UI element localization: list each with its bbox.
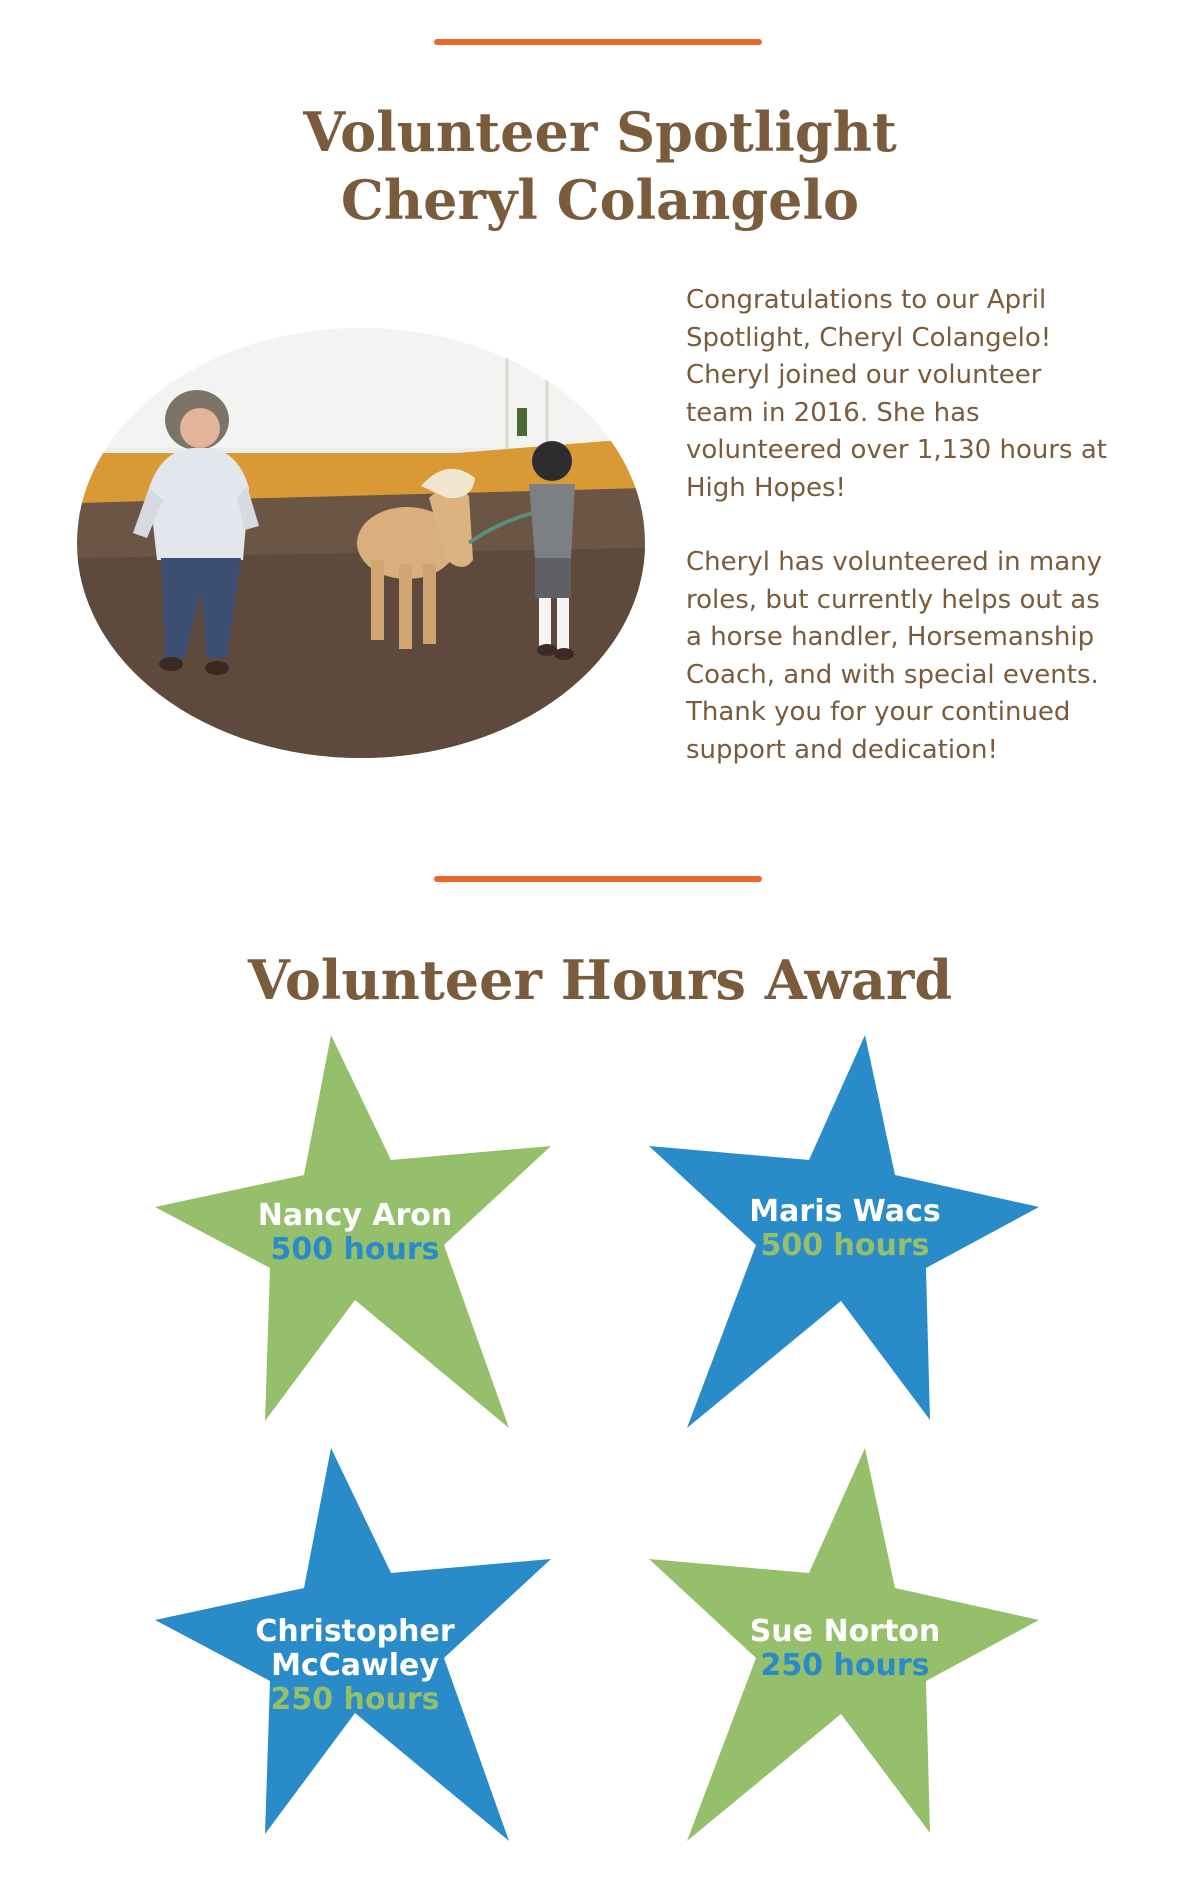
star-hours: 500 hours bbox=[760, 1228, 930, 1263]
star-name: Maris Wacs bbox=[749, 1194, 941, 1229]
spotlight-title-line2: Cheryl Colangelo bbox=[340, 168, 860, 232]
star-name: Sue Norton bbox=[749, 1614, 941, 1649]
top-divider bbox=[434, 39, 762, 45]
star-name: Christopher McCawley bbox=[255, 1614, 455, 1683]
spotlight-paragraph-1: Congratulations to our April Spotlight, Cheryl Colangelo! Cheryl joined our volunteer team in 2016. She has volunteered over 1,130 hours at High Hopes! bbox=[686, 285, 1107, 503]
award-star-maris-wacs bbox=[645, 1035, 1045, 1435]
award-star-nancy-aron bbox=[155, 1035, 555, 1435]
award-star-sue-norton bbox=[645, 1448, 1045, 1848]
spotlight-title-line1: Volunteer Spotlight bbox=[303, 100, 897, 164]
spotlight-title bbox=[0, 98, 1200, 234]
awards-title: Volunteer Hours Award bbox=[247, 948, 953, 1012]
star-hours: 250 hours bbox=[760, 1648, 930, 1683]
middle-divider bbox=[434, 876, 762, 882]
spotlight-description bbox=[686, 282, 1116, 806]
award-star-christopher-mccawley bbox=[155, 1448, 555, 1848]
spotlight-photo bbox=[77, 328, 645, 758]
star-hours: 250 hours bbox=[270, 1682, 440, 1717]
star-hours: 500 hours bbox=[270, 1232, 440, 1267]
star-name: Nancy Aron bbox=[257, 1198, 453, 1233]
spotlight-paragraph-2: Cheryl has volunteered in many roles, but currently helps out as a horse handler, Horsemanship Coach, and with special events. Thank you for your continued support and dedication! bbox=[686, 547, 1103, 765]
